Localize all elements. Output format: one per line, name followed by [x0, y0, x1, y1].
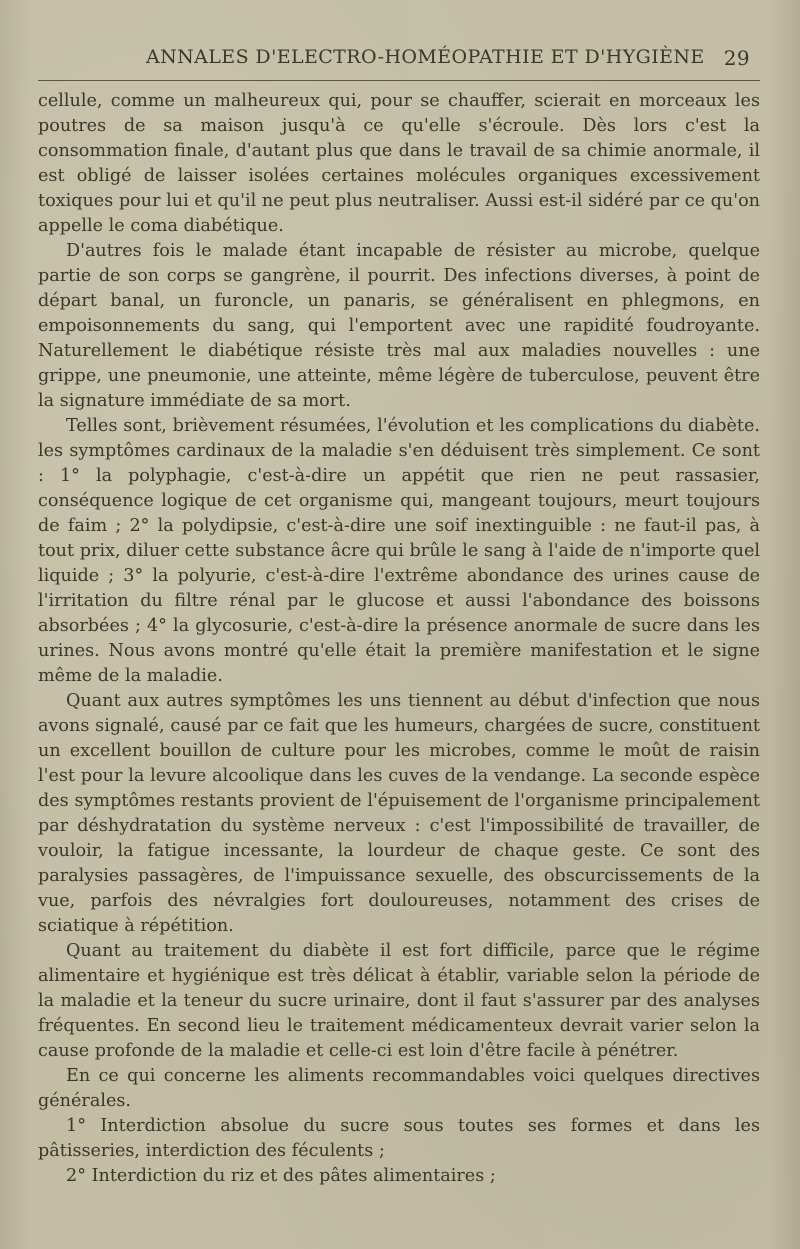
running-title: ANNALES D'ELECTRO-HOMÉOPATHIE ET D'HYGIÈNE — [146, 46, 705, 68]
paragraph: D'autres fois le malade étant incapable de résister au microbe, quelque partie de son corps se gangrène, il pourrit. Des infections diverses, à point de départ banal, un furoncle, un panaris, se généralisent en phlegmons, en empoisonnements du sang, qui l'emportent avec une rapidité foudroyante. Naturellement le diabétique résiste très mal aux maladies nouvelles : une grippe, une pneumonie, une atteinte, même légère de tuberculose, peuvent être la signature immédiate de sa mort. — [38, 241, 760, 411]
page-number: 29 — [723, 46, 750, 70]
paragraph: Telles sont, brièvement résumées, l'évolution et les complications du diabète. les symptômes cardinaux de la maladie s'en déduisent très simplement. Ce sont : 1° la polyphagie, c'est-à-dire un appétit que rien ne peut rassasier, conséquence logique de cet organisme qui, mangeant toujours, meurt toujours de faim ; 2° la polydipsie, c'est-à-dire une soif inextinguible : ne faut-il pas, à tout prix, diluer cette substance âcre qui brûle le sang à l'aide de n'importe quel liquide ; 3° la polyurie, c'est-à-dire l'extrême abondance des urines cause de l'irritation du filtre rénal par le glucose et aussi l'abondance des boissons absorbées ; 4° la glycosurie, c'est-à-dire la présence anormale de sucre dans les urines. Nous avons montré qu'elle était la première manifestation et le signe même de la maladie. — [38, 416, 760, 686]
paragraph: Quant aux autres symptômes les uns tiennent au début d'infection que nous avons signalé, causé par ce fait que les humeurs, chargées de sucre, constituent un excellent bouillon de culture pour les microbes, comme le moût de raisin l'est pour la levure alcoolique dans les cuves de la vendange. La seconde espèce des symptômes restants provient de l'épuisement de l'organisme principalement par déshydratation du système nerveux : c'est l'impossibilité de travailler, de vouloir, la fatigue incessante, la lourdeur de chaque geste. Ce sont des paralysies passagères, de l'impuissance sexuelle, des obscurcissements de la vue, parfois des névralgies fort douloureuses, notamment des crises de sciatique à répétition. — [38, 691, 760, 936]
paragraph: Quant au traitement du diabète il est fort difficile, parce que le régime alimentaire et hygiénique est très délicat à établir, variable selon la période de la maladie et la teneur du sucre urinaire, dont il faut s'assurer par des analyses fréquentes. En second lieu le traitement médicamenteux devrait varier selon la cause profonde de la maladie et celle-ci est loin d'être facile à pénétrer. — [38, 941, 760, 1061]
paragraph: En ce qui concerne les aliments recommandables voici quelques directives générales. — [38, 1066, 760, 1111]
list-item: 2° Interdiction du riz et des pâtes alimentaires ; — [66, 1166, 496, 1186]
list-item: 1° Interdiction absolue du sucre sous toutes ses formes et dans les pâtisseries, interdiction des féculents ; — [38, 1116, 760, 1161]
paragraph: cellule, comme un malheureux qui, pour se chauffer, scierait en morceaux les poutres de sa maison jusqu'à ce qu'elle s'écroule. Dès lors c'est la consommation finale, d'autant plus que dans le travail de sa chimie anormale, il est obligé de laisser isolées certaines molécules organiques excessivement toxiques pour lui et qu'il ne peut plus neutraliser. Aussi est-il sidéré par ce qu'on appelle le coma diabétique. — [38, 91, 760, 236]
body-text — [38, 89, 760, 1189]
running-header — [38, 40, 760, 74]
header-rule — [38, 80, 760, 81]
